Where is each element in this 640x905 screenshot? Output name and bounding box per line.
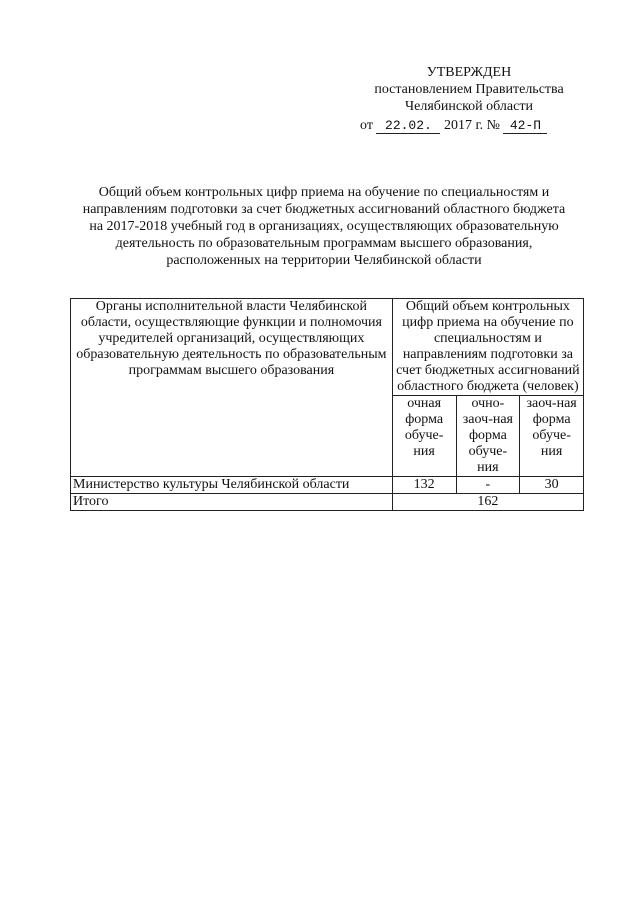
approval-year: 2017 г. № [443,118,500,133]
table-header-row [71,299,584,396]
approval-date: 22.02. [376,118,440,134]
table-total-row [71,494,584,511]
approval-line-2: Челябинской области [405,99,533,114]
row-org: Министерство культуры Челябинской области [71,477,393,494]
row-parttime: - [456,477,520,494]
approval-title: УТВЕРЖДЕН [426,65,512,80]
approval-from-prefix: от [360,118,373,133]
approval-number: 42-П [503,118,547,134]
total-value: 162 [392,494,583,511]
row-extramural: 30 [520,477,584,494]
table-row [71,477,584,494]
header-fulltime: очная форма обуче-ния [392,396,456,477]
approval-stamp [360,64,578,134]
quota-table [70,298,584,511]
header-parttime: очно-заоч-ная форма обуче-ния [456,396,520,477]
header-extramural: заоч-ная форма обуче-ния [520,396,584,477]
approval-date-line [360,117,578,134]
row-fulltime: 132 [392,477,456,494]
document-heading: Общий объем контрольных цифр приема на обучение по специальностям и направлениям подготовки за счет бюджетных ассигнований областного бюджета на 2017-2018 учебный год в организациях, осуществляющих образовательную деятельность по образовательным программам высшего образования, расположенных на территории Челябинской области [82,185,566,268]
approval-line-1: постановлением Правительства [374,82,564,97]
total-label: Итого [71,494,393,511]
header-total: Общий объем контрольных цифр приема на обучение по специальностям и направлениям подготовки за счет бюджетных ассигнований областного бюджета (человек) [392,299,583,396]
header-org: Органы исполнительной власти Челябинской области, осуществляющие функции и полномочия учредителей организаций, осуществляющих образовательную деятельность по образовательным программам высшего образования [71,299,393,477]
